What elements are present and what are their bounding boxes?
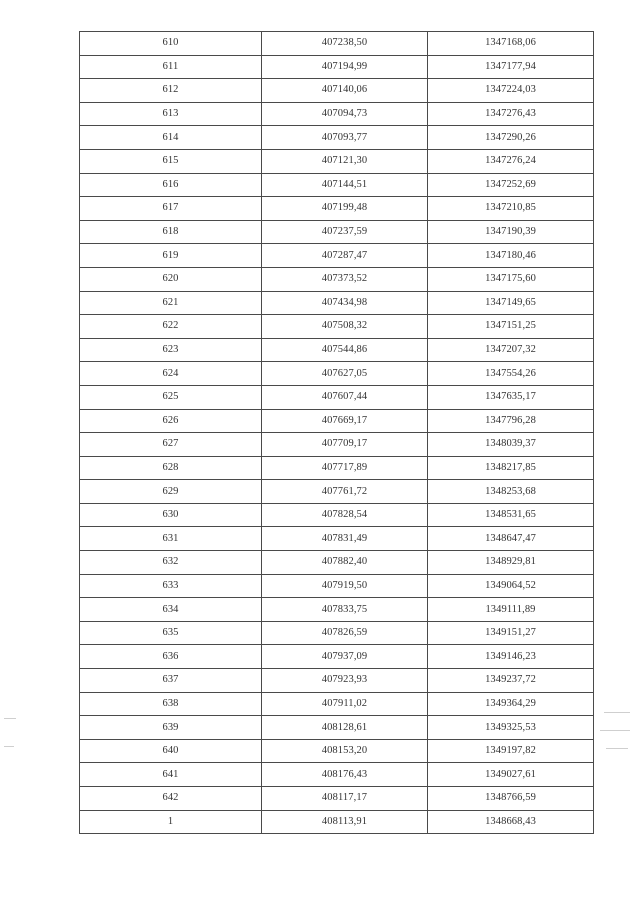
point-number-cell: 633	[80, 574, 262, 598]
y-coordinate-cell: 1347210,85	[428, 197, 594, 221]
y-coordinate-cell: 1347224,03	[428, 79, 594, 103]
y-coordinate-cell: 1347276,24	[428, 149, 594, 173]
y-coordinate-cell: 1348039,37	[428, 433, 594, 457]
y-coordinate-cell: 1348929,81	[428, 551, 594, 575]
point-number-cell: 630	[80, 503, 262, 527]
table-row	[80, 598, 594, 622]
x-coordinate-cell: 407709,17	[262, 433, 428, 457]
y-coordinate-cell: 1347252,69	[428, 173, 594, 197]
table-row	[80, 551, 594, 575]
point-number-cell: 632	[80, 551, 262, 575]
x-coordinate-cell: 407761,72	[262, 480, 428, 504]
y-coordinate-cell: 1347796,28	[428, 409, 594, 433]
y-coordinate-cell: 1349151,27	[428, 621, 594, 645]
table-row	[80, 669, 594, 693]
y-coordinate-cell: 1349325,53	[428, 716, 594, 740]
point-number-cell: 640	[80, 739, 262, 763]
table-row	[80, 315, 594, 339]
x-coordinate-cell: 407627,05	[262, 362, 428, 386]
point-number-cell: 637	[80, 669, 262, 693]
table-row	[80, 267, 594, 291]
table-row	[80, 102, 594, 126]
point-number-cell: 622	[80, 315, 262, 339]
x-coordinate-cell: 407923,93	[262, 669, 428, 693]
point-number-cell: 614	[80, 126, 262, 150]
y-coordinate-cell: 1348531,65	[428, 503, 594, 527]
y-coordinate-cell: 1349197,82	[428, 739, 594, 763]
point-number-cell: 635	[80, 621, 262, 645]
scan-artifact-right	[606, 748, 628, 749]
point-number-cell: 623	[80, 338, 262, 362]
table-row	[80, 220, 594, 244]
table-row	[80, 173, 594, 197]
y-coordinate-cell: 1347149,65	[428, 291, 594, 315]
table-row	[80, 385, 594, 409]
table-row	[80, 362, 594, 386]
y-coordinate-cell: 1347207,32	[428, 338, 594, 362]
x-coordinate-cell: 407094,73	[262, 102, 428, 126]
table-row	[80, 244, 594, 268]
document-page	[79, 31, 593, 834]
table-row	[80, 149, 594, 173]
table-row	[80, 456, 594, 480]
table-row	[80, 645, 594, 669]
table-row	[80, 32, 594, 56]
point-number-cell: 611	[80, 55, 262, 79]
table-row	[80, 810, 594, 834]
point-number-cell: 613	[80, 102, 262, 126]
y-coordinate-cell: 1349027,61	[428, 763, 594, 787]
x-coordinate-cell: 407287,47	[262, 244, 428, 268]
scan-artifact-left	[4, 746, 14, 747]
x-coordinate-cell: 407373,52	[262, 267, 428, 291]
y-coordinate-cell: 1347635,17	[428, 385, 594, 409]
table-row	[80, 433, 594, 457]
point-number-cell: 628	[80, 456, 262, 480]
coordinates-table	[79, 31, 594, 834]
y-coordinate-cell: 1348668,43	[428, 810, 594, 834]
y-coordinate-cell: 1349364,29	[428, 692, 594, 716]
x-coordinate-cell: 407826,59	[262, 621, 428, 645]
point-number-cell: 642	[80, 787, 262, 811]
scan-artifact-right	[600, 730, 630, 731]
coordinates-table-body	[80, 32, 594, 834]
point-number-cell: 610	[80, 32, 262, 56]
x-coordinate-cell: 408153,20	[262, 739, 428, 763]
x-coordinate-cell: 407199,48	[262, 197, 428, 221]
point-number-cell: 621	[80, 291, 262, 315]
x-coordinate-cell: 407607,44	[262, 385, 428, 409]
table-row	[80, 716, 594, 740]
x-coordinate-cell: 407144,51	[262, 173, 428, 197]
point-number-cell: 616	[80, 173, 262, 197]
table-row	[80, 409, 594, 433]
x-coordinate-cell: 407194,99	[262, 55, 428, 79]
y-coordinate-cell: 1347276,43	[428, 102, 594, 126]
y-coordinate-cell: 1348217,85	[428, 456, 594, 480]
table-row	[80, 338, 594, 362]
y-coordinate-cell: 1349064,52	[428, 574, 594, 598]
x-coordinate-cell: 407093,77	[262, 126, 428, 150]
y-coordinate-cell: 1348766,59	[428, 787, 594, 811]
y-coordinate-cell: 1349237,72	[428, 669, 594, 693]
point-number-cell: 620	[80, 267, 262, 291]
y-coordinate-cell: 1347175,60	[428, 267, 594, 291]
table-row	[80, 197, 594, 221]
point-number-cell: 1	[80, 810, 262, 834]
point-number-cell: 629	[80, 480, 262, 504]
y-coordinate-cell: 1347177,94	[428, 55, 594, 79]
x-coordinate-cell: 407831,49	[262, 527, 428, 551]
point-number-cell: 634	[80, 598, 262, 622]
point-number-cell: 638	[80, 692, 262, 716]
table-row	[80, 55, 594, 79]
table-row	[80, 291, 594, 315]
point-number-cell: 612	[80, 79, 262, 103]
table-row	[80, 126, 594, 150]
y-coordinate-cell: 1349146,23	[428, 645, 594, 669]
x-coordinate-cell: 407140,06	[262, 79, 428, 103]
x-coordinate-cell: 407919,50	[262, 574, 428, 598]
point-number-cell: 627	[80, 433, 262, 457]
point-number-cell: 618	[80, 220, 262, 244]
scan-artifact-right	[604, 712, 630, 713]
y-coordinate-cell: 1347180,46	[428, 244, 594, 268]
table-row	[80, 621, 594, 645]
scan-artifact-left	[4, 718, 16, 719]
point-number-cell: 625	[80, 385, 262, 409]
table-row	[80, 787, 594, 811]
table-row	[80, 574, 594, 598]
table-row	[80, 503, 594, 527]
x-coordinate-cell: 407828,54	[262, 503, 428, 527]
y-coordinate-cell: 1347554,26	[428, 362, 594, 386]
point-number-cell: 641	[80, 763, 262, 787]
x-coordinate-cell: 407717,89	[262, 456, 428, 480]
x-coordinate-cell: 407121,30	[262, 149, 428, 173]
table-row	[80, 763, 594, 787]
x-coordinate-cell: 407911,02	[262, 692, 428, 716]
x-coordinate-cell: 408117,17	[262, 787, 428, 811]
y-coordinate-cell: 1347190,39	[428, 220, 594, 244]
table-row	[80, 692, 594, 716]
y-coordinate-cell: 1349111,89	[428, 598, 594, 622]
point-number-cell: 636	[80, 645, 262, 669]
x-coordinate-cell: 407669,17	[262, 409, 428, 433]
x-coordinate-cell: 407434,98	[262, 291, 428, 315]
point-number-cell: 615	[80, 149, 262, 173]
y-coordinate-cell: 1347151,25	[428, 315, 594, 339]
x-coordinate-cell: 407937,09	[262, 645, 428, 669]
x-coordinate-cell: 408113,91	[262, 810, 428, 834]
x-coordinate-cell: 407238,50	[262, 32, 428, 56]
table-row	[80, 527, 594, 551]
point-number-cell: 639	[80, 716, 262, 740]
x-coordinate-cell: 407237,59	[262, 220, 428, 244]
y-coordinate-cell: 1348647,47	[428, 527, 594, 551]
x-coordinate-cell: 407833,75	[262, 598, 428, 622]
x-coordinate-cell: 407882,40	[262, 551, 428, 575]
table-row	[80, 480, 594, 504]
point-number-cell: 617	[80, 197, 262, 221]
point-number-cell: 626	[80, 409, 262, 433]
x-coordinate-cell: 408176,43	[262, 763, 428, 787]
y-coordinate-cell: 1348253,68	[428, 480, 594, 504]
point-number-cell: 619	[80, 244, 262, 268]
y-coordinate-cell: 1347290,26	[428, 126, 594, 150]
x-coordinate-cell: 408128,61	[262, 716, 428, 740]
point-number-cell: 631	[80, 527, 262, 551]
x-coordinate-cell: 407544,86	[262, 338, 428, 362]
table-row	[80, 739, 594, 763]
x-coordinate-cell: 407508,32	[262, 315, 428, 339]
y-coordinate-cell: 1347168,06	[428, 32, 594, 56]
point-number-cell: 624	[80, 362, 262, 386]
table-row	[80, 79, 594, 103]
